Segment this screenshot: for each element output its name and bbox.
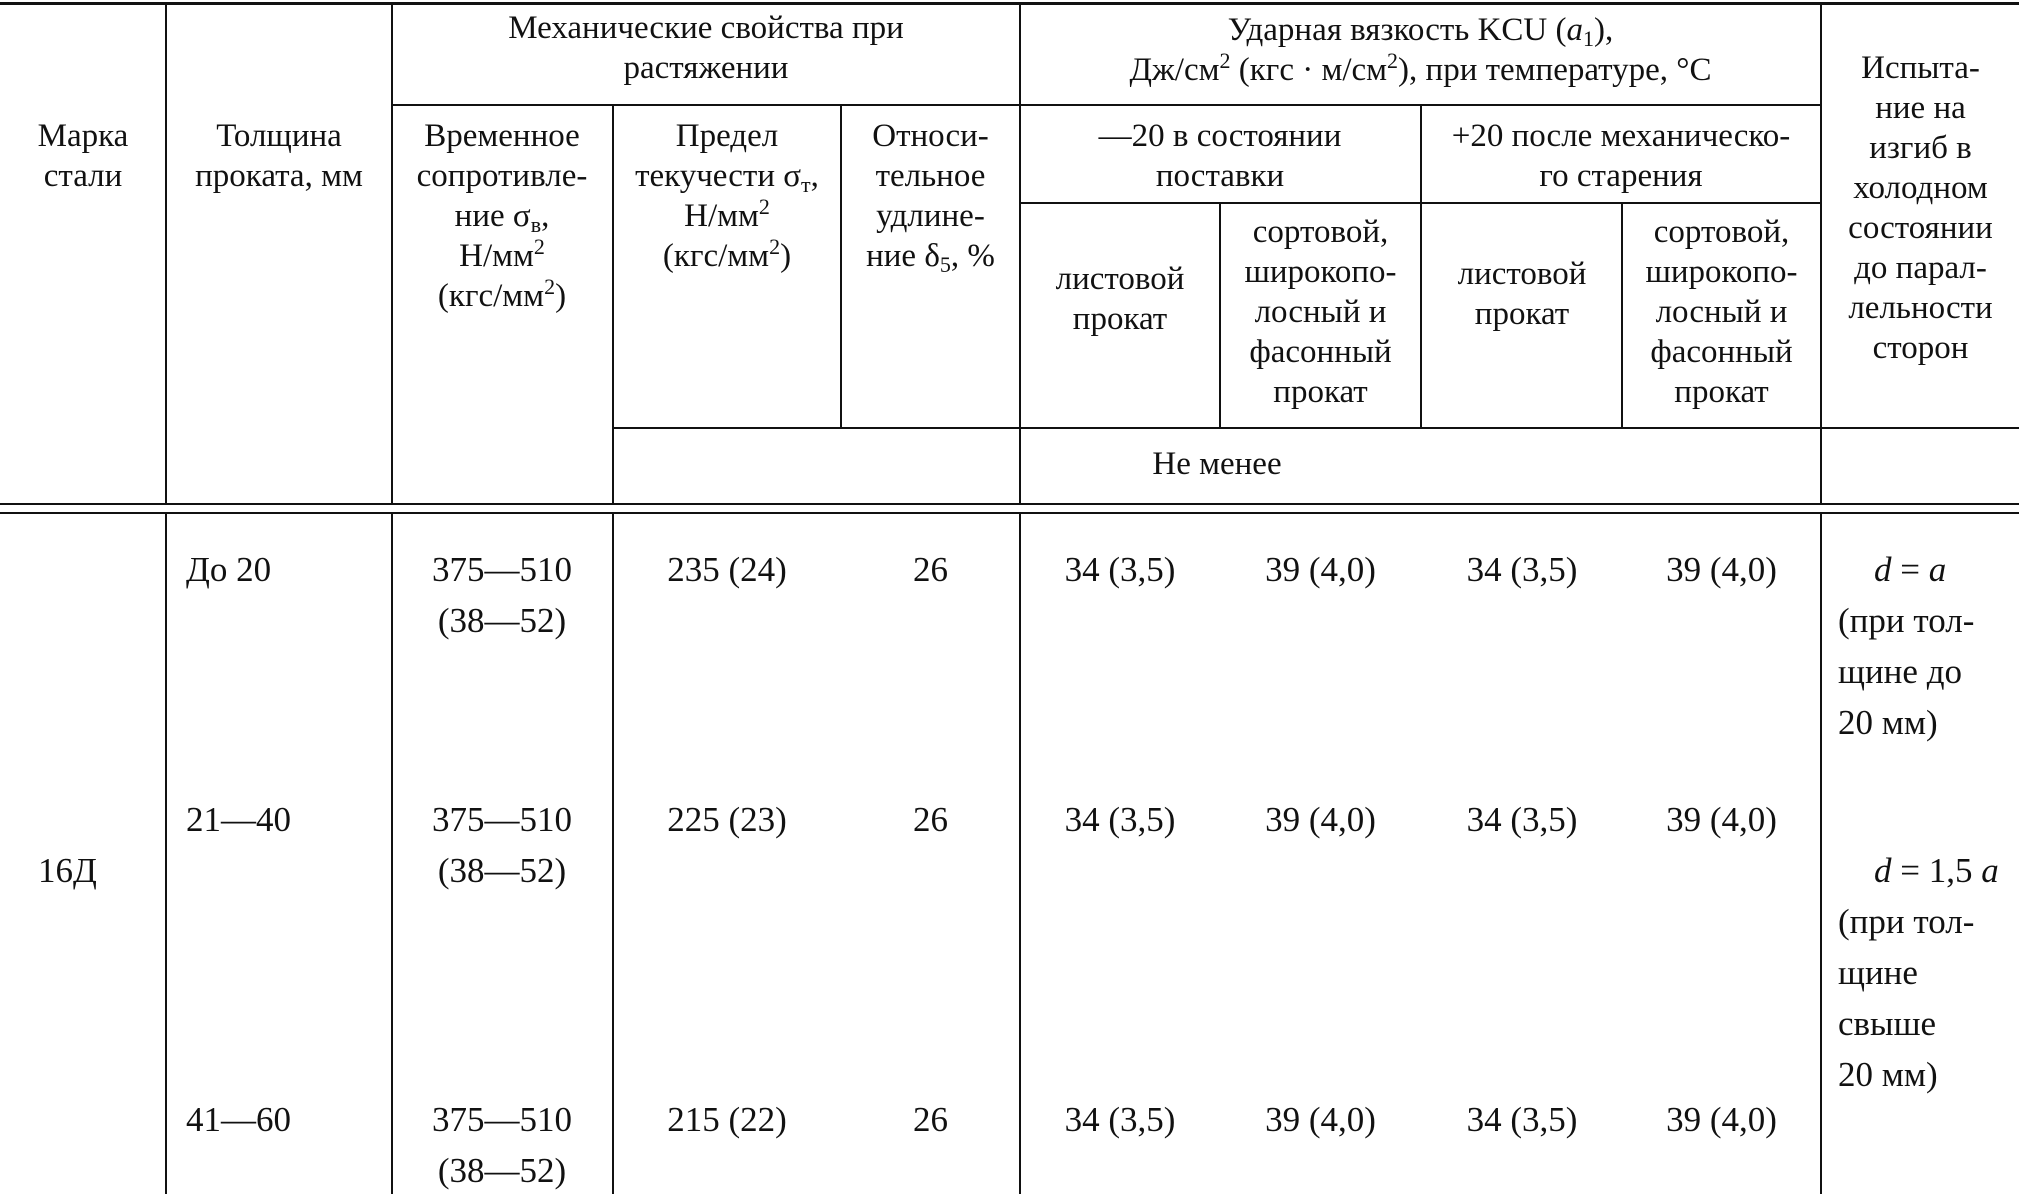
row-3-kcu-4: 39 (4,0) [1666,1100,1777,1139]
row-1-kcu-2: 39 (4,0) [1265,550,1376,589]
header-yield-point: Предел текучести $\sigma_т$, $Н/мм^2$ $(кгс/мм^2)$ [635,118,819,274]
header-section-1: сортовой, широкопо- лосный и фасонный прокат [1244,214,1397,410]
col-rule-5-body [1019,513,1021,1194]
row-2-kcu-4: 39 (4,0) [1666,800,1777,839]
rule-subheader-bottom [612,427,2019,429]
col-rule-3-body [612,513,614,1194]
header-grade: Марка стали [37,118,129,194]
rule-header-double-1 [0,503,2019,505]
row-1-kcu-1: 34 (3,5) [1064,550,1176,589]
row-2-kcu-1: 34 (3,5) [1064,800,1176,839]
row-2-elongation: 26 [913,800,948,839]
header-plus20: +20 после механическо- го старения [1451,118,1791,194]
header-not-less: Не менее [1152,446,1282,482]
row-1-yield: 235 (24) [667,550,787,589]
row-3-kcu-2: 39 (4,0) [1265,1100,1376,1139]
row-3-thickness: 41—60 [186,1100,291,1139]
header-thickness: Толщина проката, мм [195,118,363,194]
row-3-kcu-3: 34 (3,5) [1466,1100,1578,1139]
header-sheet-2: листовой прокат [1457,256,1587,332]
row-1-kcu-3: 34 (3,5) [1466,550,1578,589]
row-2-tensile: 375—510 (38—52) [432,800,572,890]
bend-note-2: d = 1,5 a (при тол- щине свыше 20 мм) [1838,851,1999,1094]
row-2-kcu-3: 34 (3,5) [1466,800,1578,839]
header-bend-test: Испыта- ние на изгиб в холодном состоянии до парал- лельности сторон [1848,50,1993,366]
col-rule-1-head [165,4,167,504]
row-2-kcu-2: 39 (4,0) [1265,800,1376,839]
row-2-thickness: 21—40 [186,800,291,839]
row-3-tensile: 375—510 (38—52) [432,1100,572,1190]
col-rule-9-body [1820,513,1822,1194]
row-3-yield: 215 (22) [667,1100,787,1139]
row-1-tensile: 375—510 (38—52) [432,550,572,640]
rule-header-double-2 [0,512,2019,514]
header-minus20: —20 в состоянии поставки [1098,118,1342,194]
row-2-yield: 225 (23) [667,800,787,839]
row-3-kcu-1: 34 (3,5) [1064,1100,1176,1139]
header-sheet-1: листовой прокат [1055,261,1185,337]
row-1-thickness: До 20 [186,550,272,589]
col-rule-1-body [165,513,167,1194]
grade-value: 16Д [38,851,97,890]
header-impact-group: Ударная вязкость KCU $(a_1)$, $Дж/см^2$ $(кгс \cdot м/см^2)$, при температуре, °C [1129,12,1712,88]
header-tensile-group: Механические свойства при растяжении [508,10,904,86]
rule-group-bottom [392,104,1822,106]
header-elongation: Относи- тельное удлине- ние $\delta_5$, % [866,118,995,277]
row-3-elongation: 26 [913,1100,948,1139]
header-section-2: сортовой, широкопо- лосный и фасонный прокат [1645,214,1798,410]
row-1-elongation: 26 [913,550,948,589]
bend-note-1: d = a (при тол- щине до 20 мм) [1838,550,1975,742]
row-1-kcu-4: 39 (4,0) [1666,550,1777,589]
rule-top [0,2,2019,5]
header-tensile-strength: Временное сопротивле- ние $\sigma_в$, $Н/мм^2$ $(кгс/мм^2)$ [416,118,588,314]
